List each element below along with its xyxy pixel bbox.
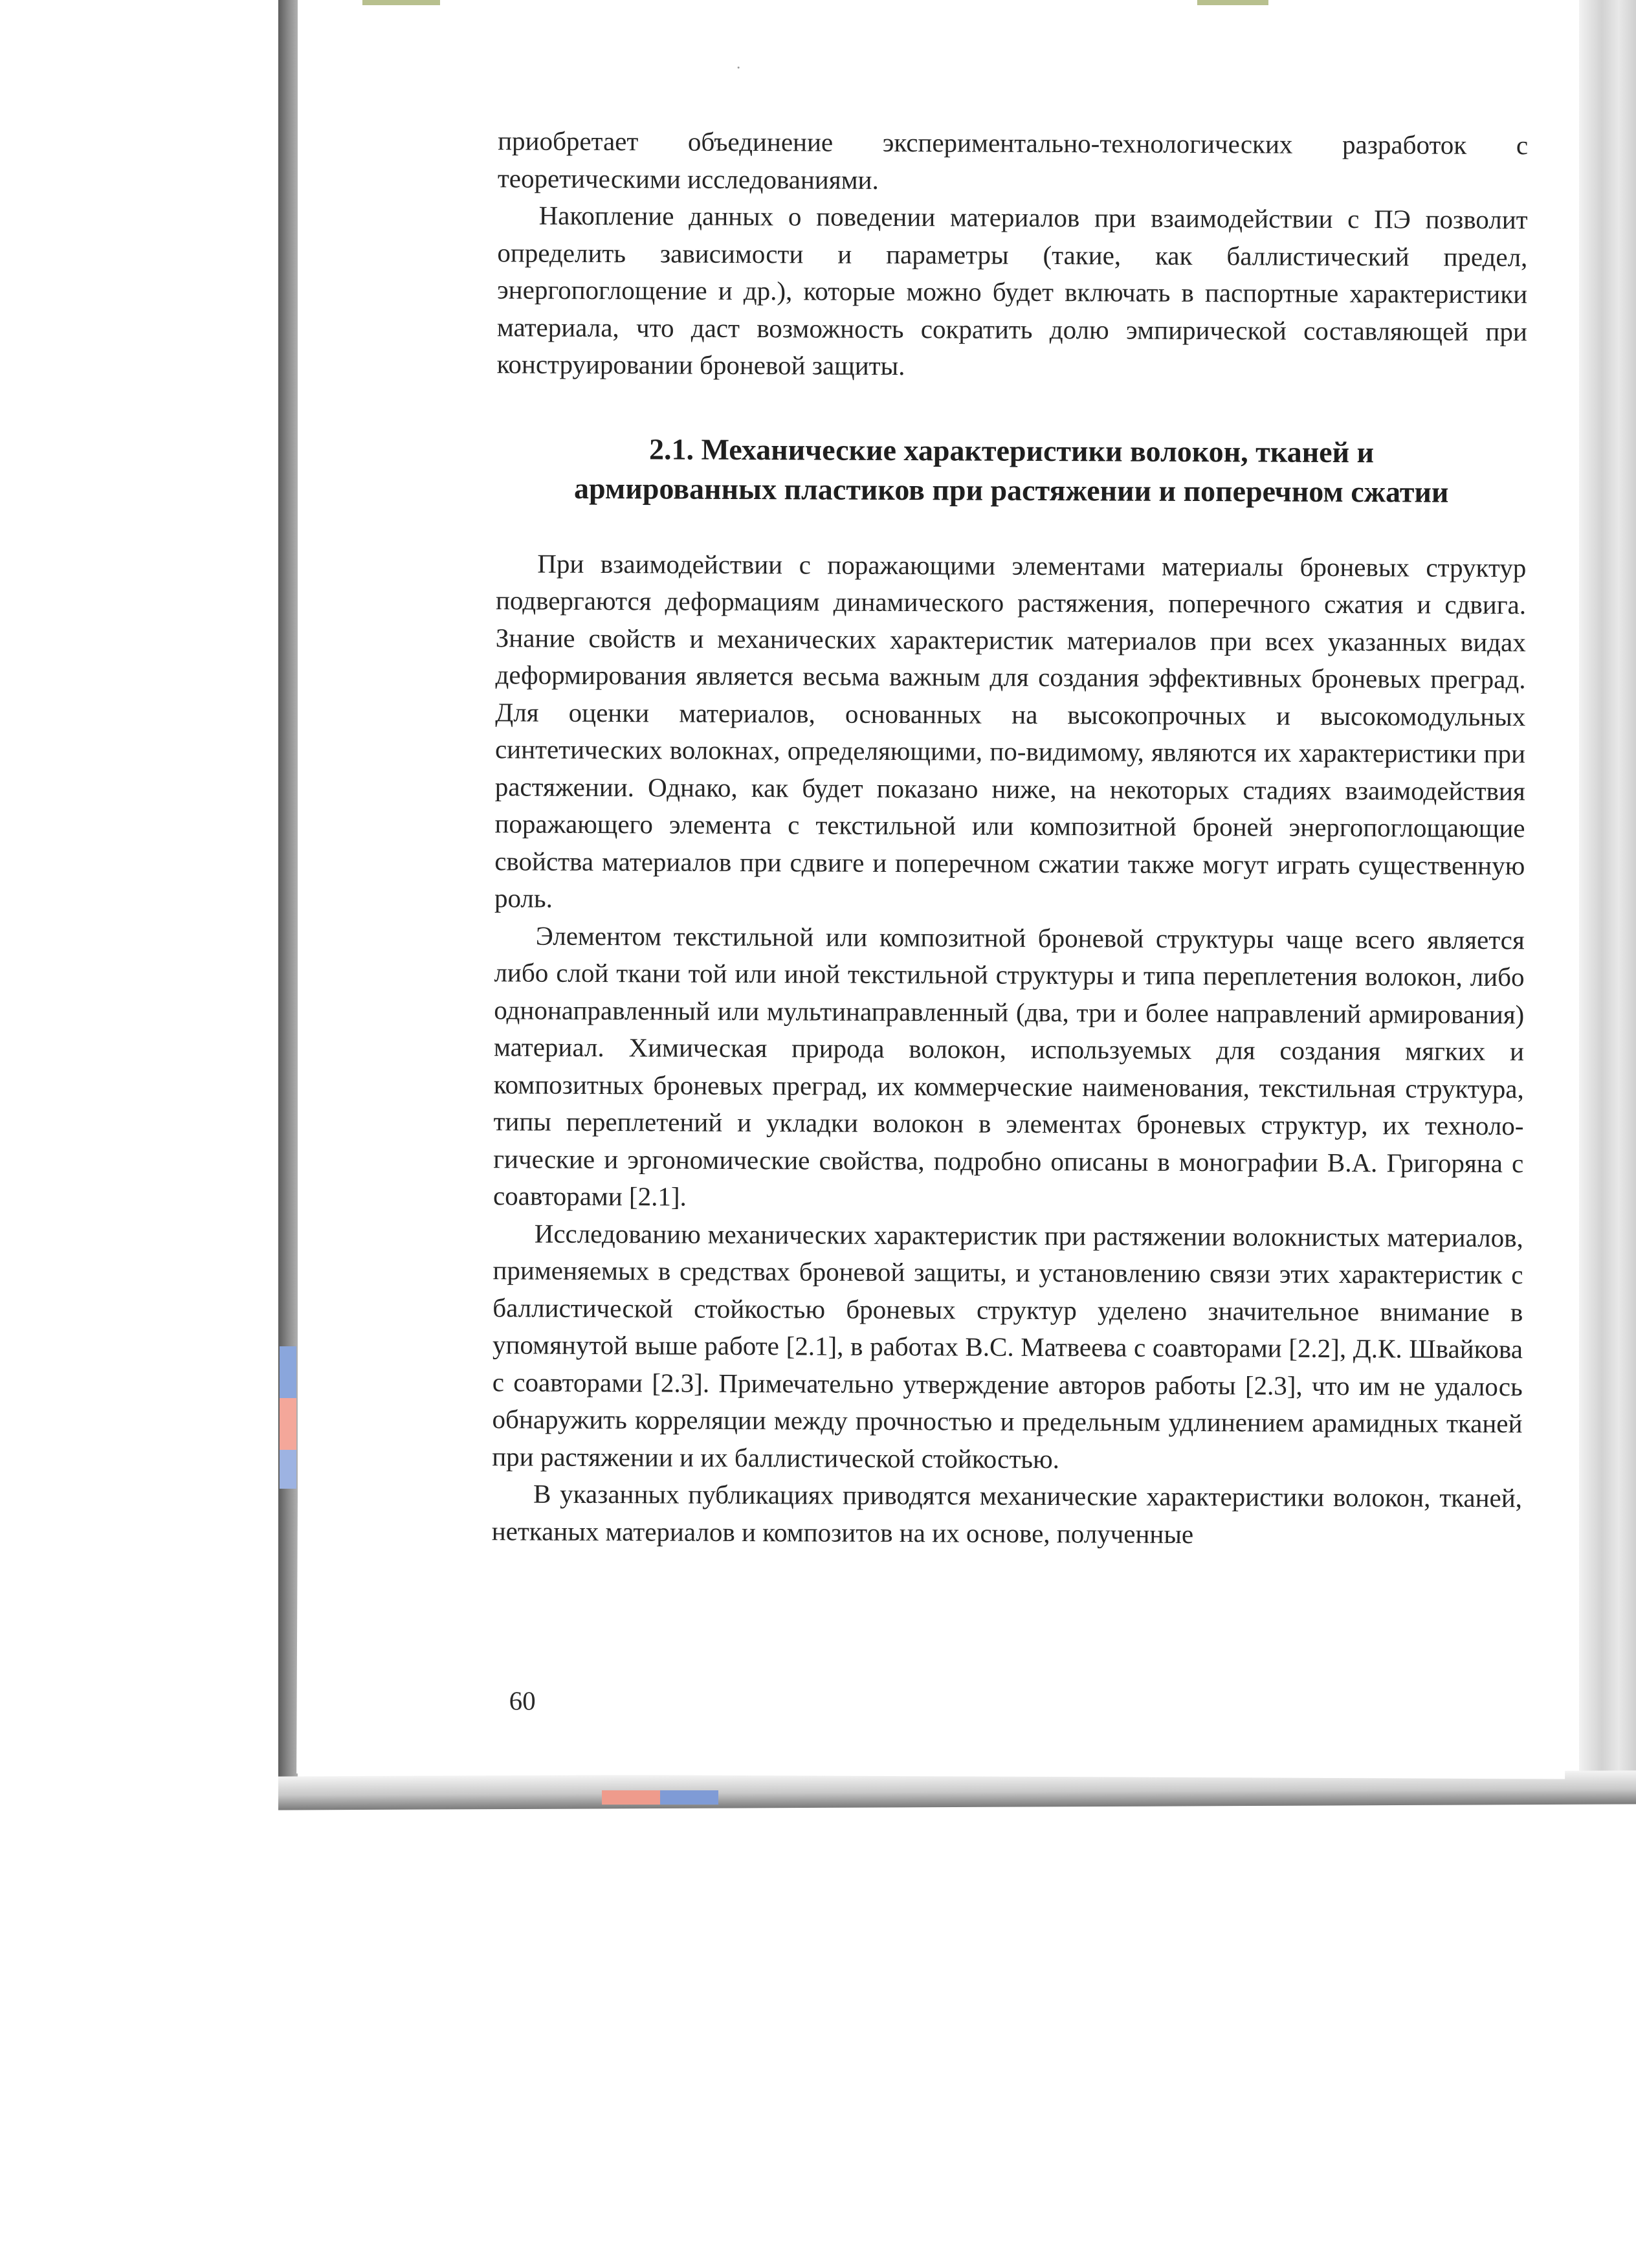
page-body-text	[492, 122, 1529, 1554]
page-right-edge	[1579, 0, 1636, 1799]
section-heading	[496, 428, 1527, 512]
paragraph: приобретает объединение экспериментально-технологических разработок с теоретическими исследованиями.	[497, 126, 1529, 195]
top-tab-mark	[1197, 0, 1268, 5]
paragraph: Накопление данных о поведении материалов при взаимодействии с ПЭ позволит определить зависимости и параметры (такие, как баллистический предел, энергопоглощение и др.), которые можно будет включать в паспортные характеристики материала, что даст возможность сократить долю эмпирической составляющей при конструировании броневой защиты.	[496, 200, 1528, 381]
spine-blue-stripe	[280, 1450, 296, 1489]
speck	[738, 67, 740, 69]
spine-red-stripe	[280, 1398, 296, 1450]
bottom-blue-stripe	[660, 1790, 718, 1805]
paragraph: При взаимодействии с поражающими элементами материалы броневых структур подвергаются деформациям динамического растяжения, поперечного сжатия и сдвига. Знание свойств и механических характеристик материалов при всех указанных видах деформирования является весьма важным для создания эффективных броневых преград. Для оценки материалов, основанных на высокопрочных и высокомодульных синтетических волокнах, определяющими, по-видимому, являются их характеристики при растяжении. Однако, как будет показано ниже, на некоторых стадиях взаимодействия поражающего элемента с текстильной или композитной броней энергопоглощающие свойства материалов при сдвиге и поперечном сжатии также могут играть существенную роль.	[494, 548, 1527, 913]
bottom-red-stripe	[602, 1790, 660, 1805]
page-number: 60	[509, 1685, 536, 1716]
paragraph: Элементом текстильной или композитной броневой структуры чаще всего является либо слой ткани той или иной текстильной структуры и типа переплетения волокон, либо однонаправленный или мультинаправленный (два, три и более направлений армирования) материал. Химическая природа волокон, используемых для создания мягких и композитных броневых преград, их коммерческие наименования, текстильная структура, типы переплетений и укладки волокон в элементах броневых структур, их технологические и эргономические свойства, подробно описаны в монографии В.А. Григоряна с соавторами [2.1].	[492, 920, 1525, 1212]
paragraph: В указанных публикациях приводятся механические характеристики волокон, тканей, нетканых материалов и композитов на их основе, полученные	[491, 1478, 1523, 1549]
section-heading-line: 2.1. Механические характеристики волокон, тканей и	[648, 432, 1375, 469]
spine-blue-stripe	[280, 1346, 296, 1398]
top-tab-mark	[362, 0, 440, 5]
book-spine-edge	[278, 0, 298, 1806]
page-sheet	[296, 13, 1573, 1779]
paragraph: Исследованию механических характеристик при растяжении волокнистых материалов, применяемых в средствах броневой защиты, и установлению связи этих характеристик с баллистической стойкостью броневых структур уделено значительное внимание в упомянутой выше работе [2.1], в работах В.С. Матвеева с соавторами [2.2], Д.К. Швайкова с соавторами [2.3]. Примечательно утверждение авторов работы [2.3], что им не удалось обнаружить корреляции между прочностью и предельным удлинением арамидных тканей при растяжении и их баллистической стойкостью.	[492, 1218, 1523, 1474]
section-heading-line: армированных пластиков при растяжении и поперечном сжатии	[574, 471, 1449, 509]
